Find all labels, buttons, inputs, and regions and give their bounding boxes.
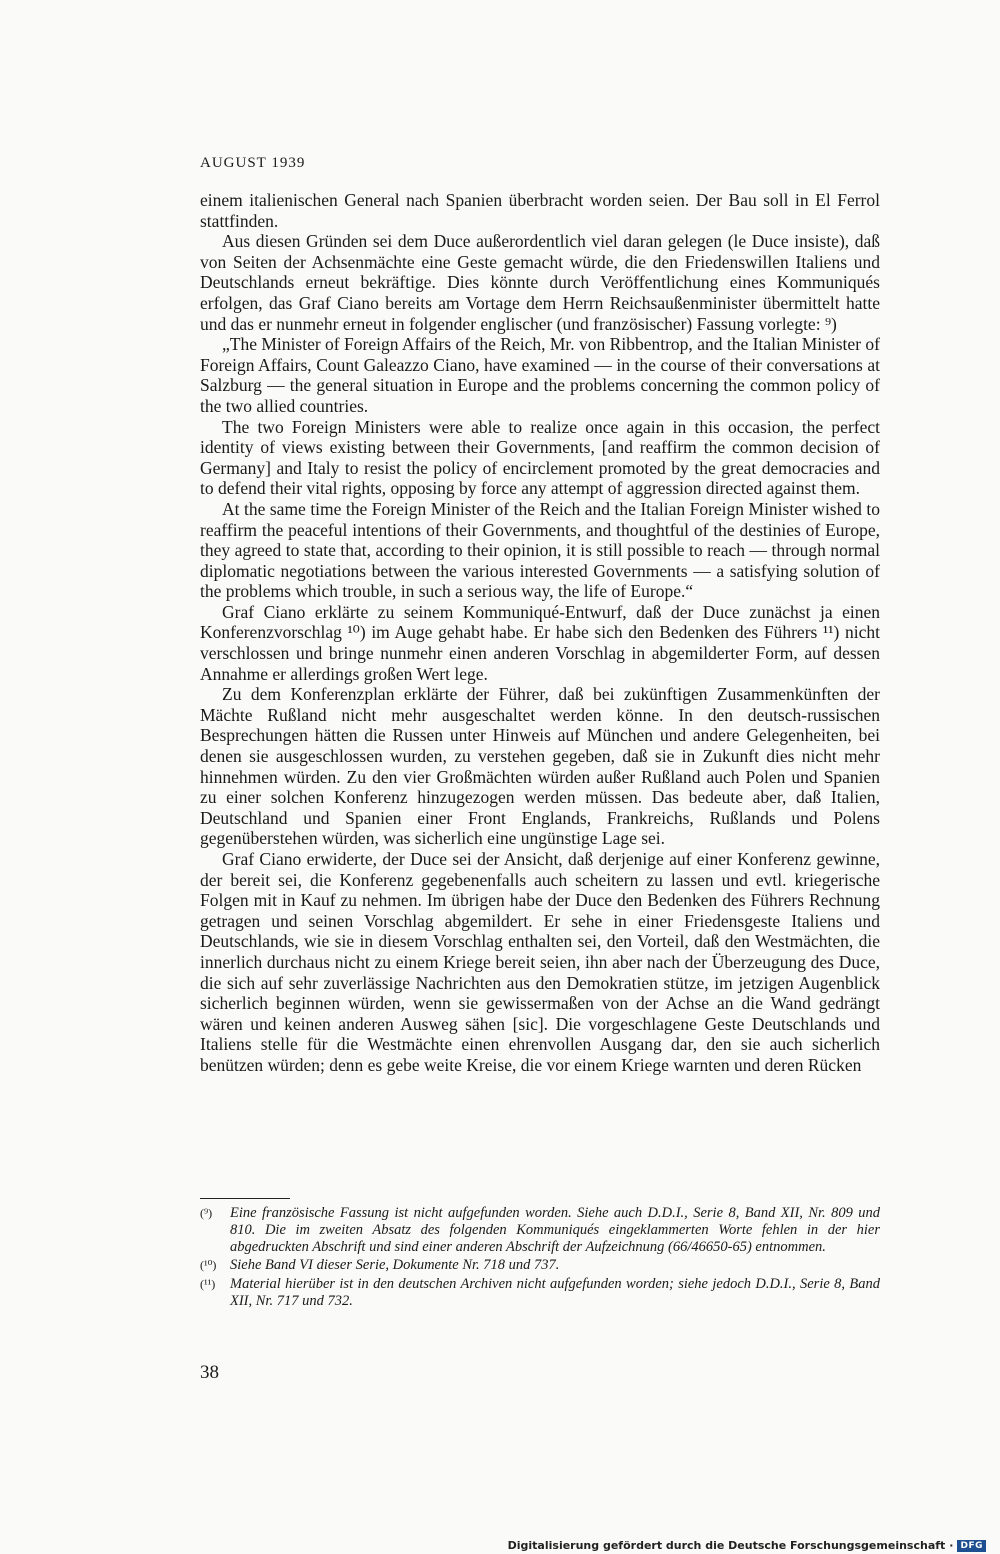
footnote-text: Eine französische Fassung ist nicht aufgefunden worden. Siehe auch D.D.I., Serie 8, Band XII, Nr. 809 und 810. Die im zweiten Absatz des folgenden Kommuniqués eingeklammerten Worte fehlen in der hier abgedruckten Abschrift und sind einer anderen Abschrift der Aufzeichnung (66/46650-65) entnommen. [230,1205,880,1255]
footnote [200,1257,880,1274]
paragraph: Aus diesen Gründen sei dem Duce außerordentlich viel daran gelegen (le Duce insiste), daß von Seiten der Achsenmächte eine Geste gemacht würde, die den Friedenswillen Italiens und Deutschlands erneut bekräftige. Dies könnte durch Veröffentlichung eines Kommuniqués erfolgen, das Graf Ciano bereits am Vortage dem Herrn Reichsaußenminister übermittelt hatte und das er nunmehr erneut in folgender englischer (und französischer) Fassung vorlegte: ⁹) [200,231,880,334]
footnote-text: Material hierüber ist in den deutschen Archiven nicht aufgefunden worden; siehe jedoch D.D.I., Serie 8, Band XII, Nr. 717 und 732. [230,1276,880,1309]
paragraph: Graf Ciano erklärte zu seinem Kommuniqué-Entwurf, daß der Duce zunächst ja einen Konferenzvorschlag ¹⁰) im Auge gehabt habe. Er habe sich den Bedenken des Führers ¹¹) nicht verschlossen und bringe nunmehr einen anderen Vorschlag in abgemilderter Form, auf dessen Annahme er allerdings großen Wert lege. [200,601,880,684]
footnote-mark: (¹⁰) [200,1258,217,1273]
paragraph: einem italienischen General nach Spanien überbracht worden seien. Der Bau soll in El Ferrol stattfinden. [200,190,880,231]
footnote-mark: (¹¹) [200,1277,216,1292]
page-number: 38 [200,1362,219,1383]
footnote-separator [200,1198,290,1199]
paragraph: „The Minister of Foreign Affairs of the Reich, Mr. von Ribbentrop, and the Italian Minister of Foreign Affairs, Count Galeazzo Ciano, have examined — in the course of their conversations at Salzburg — the general situation in Europe and the problems concerning the common policy of the two allied countries. [200,334,880,416]
footnote [200,1276,880,1310]
footnote-mark: (⁹) [200,1206,213,1220]
body-text [200,190,880,1076]
credit-text: Digitalisierung gefördert durch die Deutsche Forschungsgemeinschaft [507,1539,946,1552]
running-header: AUGUST 1939 [200,155,306,171]
digitization-credit: Digitalisierung gefördert durch die Deutsche Forschungsgemeinschaft · DFG [508,1539,986,1552]
paragraph: Graf Ciano erwiderte, der Duce sei der Ansicht, daß derjenige auf einer Konferenz gewinne, der bereit sei, die Konferenz gegebenenfalls auch scheitern zu lassen und evtl. kriegerische Folgen mit in Kauf zu nehmen. Im übrigen habe der Duce den Bedenken des Führers Rechnung getragen und seinen Vorschlag abgemildert. Er sehe in einer Friedensgeste Italiens und Deutschlands, wie sie in diesem Vorschlag enthalten sei, den Vorteil, daß den Westmächten, die innerlich durchaus nicht zu einem Kriege bereit seien, ihn aber nach der Überzeugung des Duce, die sich auf sehr zuverlässige Nachrichten aus den Demokratien stütze, im jetzigen Augenblick sicherlich beginnen würden, wenn sie gewissermaßen von der Achse an die Wand gedrängt wären und keinen anderen Ausweg sähen [sic]. Die vorgeschlagene Geste Deutschlands und Italiens stelle für die Westmächte einen ehrenvollen Ausgang dar, den sie auch sicherlich benützen würden; denn es gebe weite Kreise, die vor einem Kriege warnten und deren Rücken [200,849,880,1075]
footnote-text: Siehe Band VI dieser Serie, Dokumente Nr. 718 und 737. [230,1257,560,1274]
footnote [200,1205,880,1255]
dfg-logo-icon: DFG [957,1540,986,1552]
paragraph: Zu dem Konferenzplan erklärte der Führer, daß bei zukünftigen Zusammenkünften der Mächte Rußland nicht mehr ausgeschaltet werden könne. In den deutsch-russischen Besprechungen hätten die Russen unter Hinweis auf München und andere Gelegenheiten, bei denen sie ausgeschlossen wurden, zu verstehen gegeben, daß sie in Zukunft dies nicht mehr hinnehmen würden. Zu den vier Großmächten würden außer Rußland auch Polen und Spanien zu einer solchen Konferenz hinzugezogen werden müssen. Das bedeute aber, daß Italien, Deutschland und Spanien einer Front Englands, Frankreichs, Rußlands und Polens gegenüberstehen würden, was sicherlich eine ungünstige Lage sei. [200,684,880,849]
paragraph: At the same time the Foreign Minister of the Reich and the Italian Foreign Minister wished to reaffirm the peaceful intentions of their Governments, and thoughtful of the destinies of Europe, they agreed to state that, according to their opinion, it is still possible to reach — through normal diplomatic negotiations between the various interested Governments — a satisfying solution of the problems which trouble, in such a serious way, the life of Europe.“ [200,498,880,602]
footnotes [200,1205,880,1312]
paragraph: The two Foreign Ministers were able to realize once again in this occasion, the perfect identity of views existing between their Governments, [and reaffirm the common decision of Germany] and Italy to resist the policy of encirclement promoted by the great democracies and to defend their vital rights, opposing by force any attempt of aggression directed against them. [200,416,880,499]
